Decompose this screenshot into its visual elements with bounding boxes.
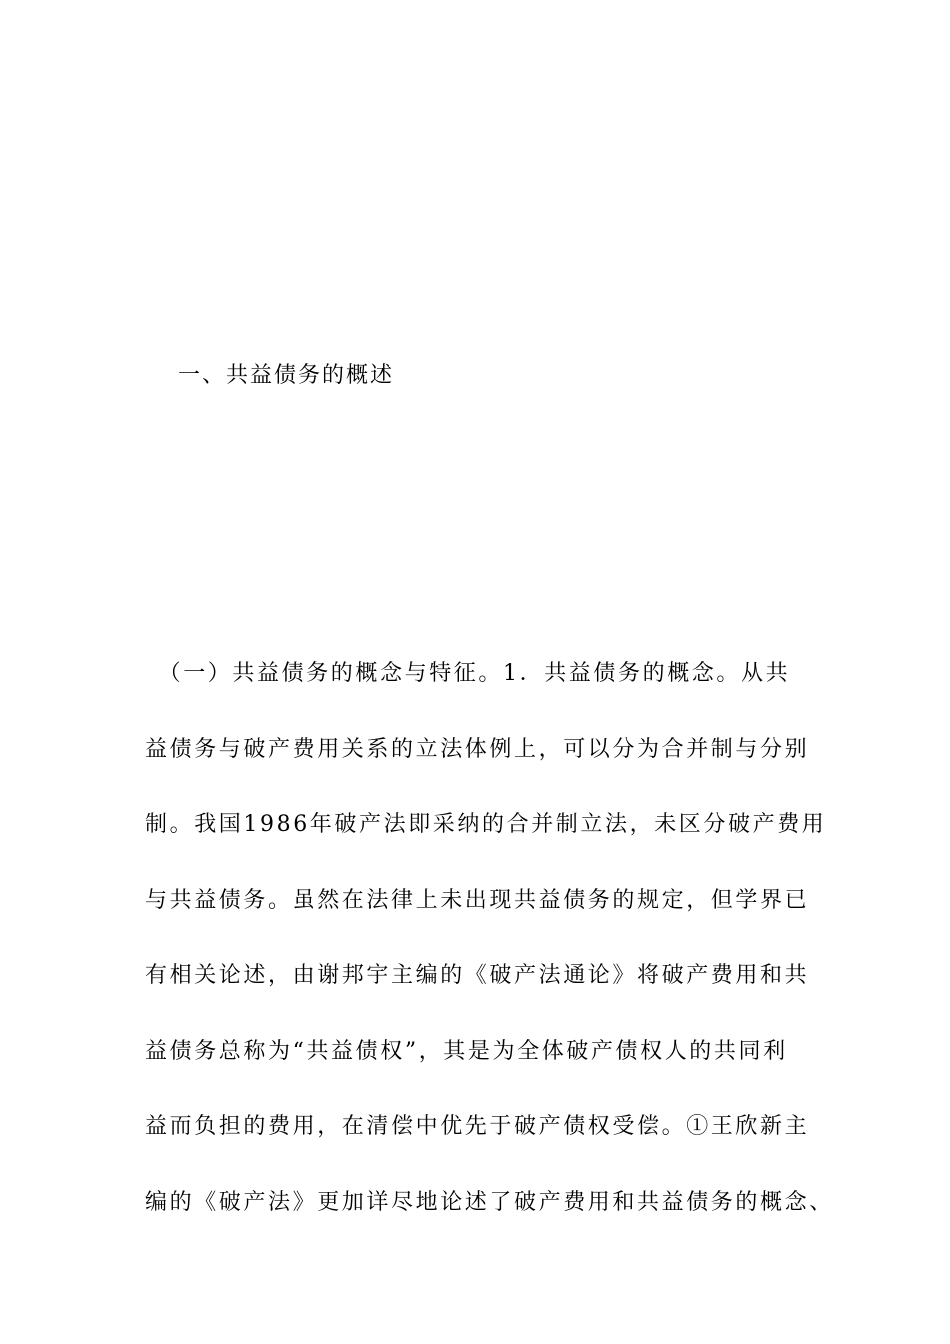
text-line: （一）共益债务的概念与特征。1．共益债务的概念。从共 (145, 661, 791, 686)
text-line: 有相关论述，由谢邦宇主编的《破产法通论》将破产费用和共 (145, 963, 810, 988)
text-line: 编的《破产法》更加详尽地论述了破产费用和共益债务的概念、 (145, 1189, 834, 1215)
text-line: 益债务总称为“共益债权”，其是为全体破产债权人的共同利 (145, 1038, 788, 1064)
text-line: 益债务与破产费用关系的立法体例上，可以分为合并制与分别 (145, 736, 810, 762)
section-heading: 一、共益债务的概述 (178, 363, 395, 388)
text-line: 制。我国1986年破产法即采纳的合并制立法，未区分破产费用 (145, 812, 827, 837)
text-line: 益而负担的费用，在清偿中优先于破产债权受偿。①王欣新主 (145, 1114, 810, 1139)
body-paragraph (145, 657, 835, 1261)
text-line: 与共益债务。虽然在法律上未出现共益债务的规定，但学界已 (145, 887, 810, 913)
